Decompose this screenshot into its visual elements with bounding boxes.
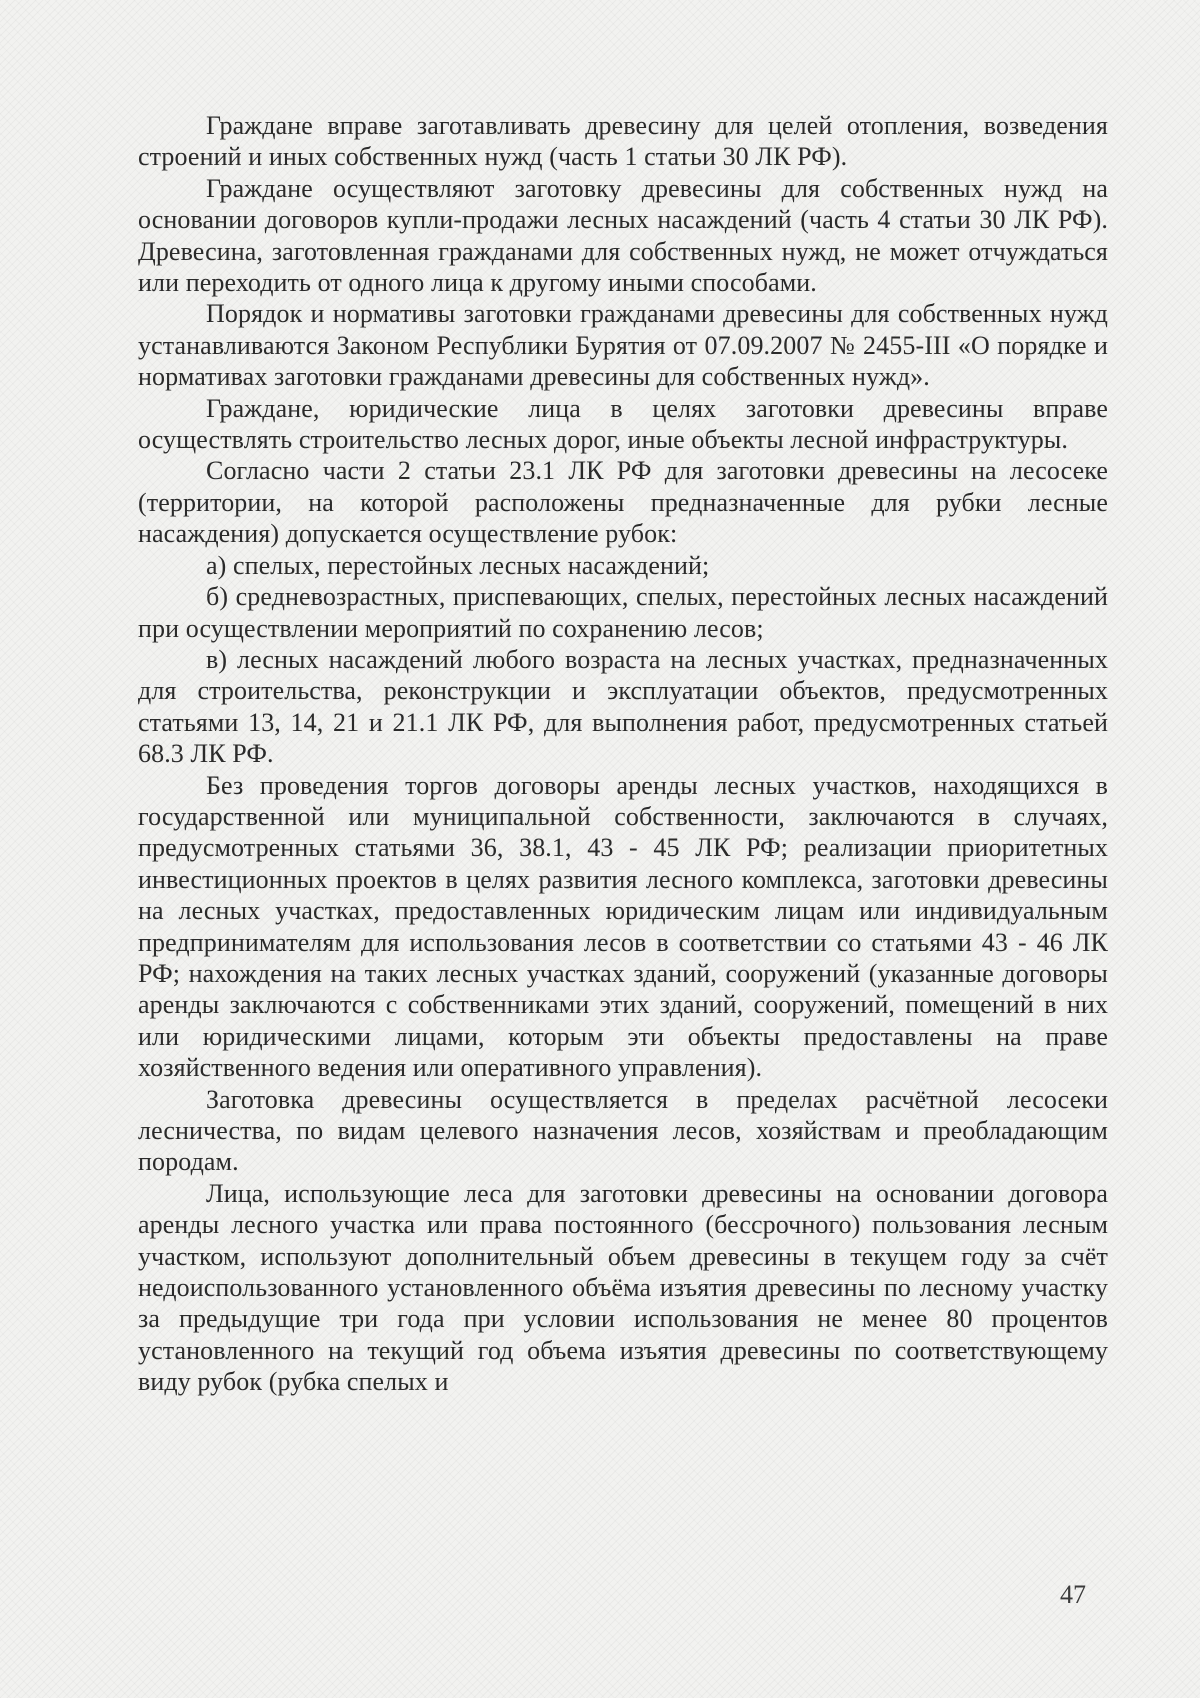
list-item: в) лесных насаждений любого возраста на лесных участках, предназначенных для строительства, реконструкции и эксплуатации объектов, предусмотренных статьями 13, 14, 21 и 21.1 ЛК РФ, для выполнения работ, предусмотренных статьей 68.3 ЛК РФ. — [138, 644, 1108, 769]
list-item: а) спелых, перестойных лесных насаждений; — [206, 550, 710, 580]
paragraph: Лица, использующие леса для заготовки древесины на основании договора аренды лесного участка или права постоянного (бессрочного) пользования лесным участком, используют дополнительный объем древесины в текущем году за счёт недоиспользованного установленного объёма изъятия древесины по лесному участку за предыдущие три года при условии использования не менее 80 процентов установленного на текущий год объема изъятия древесины по соответствующему виду рубок (рубка спелых и — [138, 1178, 1108, 1397]
paragraph: Граждане, юридические лица в целях заготовки древесины вправе осуществлять строительство лесных дорог, иные объекты лесной инфраструктуры. — [138, 393, 1108, 455]
list-item: б) средневозрастных, приспевающих, спелых, перестойных лесных насаждений при осуществлении мероприятий по сохранению лесов; — [138, 582, 1108, 643]
document-body — [138, 110, 1108, 1398]
page-number: 47 — [1060, 1580, 1086, 1609]
paragraph: Без проведения торгов договоры аренды лесных участков, находящихся в государственной или муниципальной собственности, заключаются в случаях, предусмотренных статьями 36, 38.1, 43 - 45 ЛК РФ; реализации приоритетных инвестиционных проектов в целях развития лесного комплекса, заготовки древесины на лесных участках, предоставленных юридическим лицам или индивидуальным предпринимателям для использования лесов в соответствии со статьями 43 - 46 ЛК РФ; нахождения на таких лесных участках зданий, сооружений (указанные договоры аренды заключаются с собственниками этих зданий, сооружений, помещений в них или юридическими лицами, которым эти объекты предоставлены на праве хозяйственного ведения или оперативного управления). — [138, 770, 1108, 1083]
paragraph: Заготовка древесины осуществляется в пределах расчётной лесосеки лесничества, по видам целевого назначения лесов, хозяйствам и преобладающим породам. — [138, 1084, 1108, 1177]
paragraph: Граждане осуществляют заготовку древесины для собственных нужд на основании договоров купли-продажи лесных насаждений (часть 4 статьи 30 ЛК РФ). Древесина, заготовленная гражданами для собственных нужд, не может отчуждаться или переходить от одного лица к другому иными способами. — [138, 173, 1108, 298]
paragraph: Граждане вправе заготавливать древесину для целей отопления, возведения строений и иных собственных нужд (часть 1 статьи 30 ЛК РФ). — [138, 111, 1108, 172]
paragraph: Согласно части 2 статьи 23.1 ЛК РФ для заготовки древесины на лесосеке (территории, на которой расположены предназначенные для рубки лесные насаждения) допускается осуществление рубок: — [138, 456, 1108, 549]
paragraph: Порядок и нормативы заготовки гражданами древесины для собственных нужд устанавливаются Законом Республики Бурятия от 07.09.2007 № 2455-III «О порядке и нормативах заготовки гражданами древесины для собственных нужд». — [138, 299, 1108, 392]
